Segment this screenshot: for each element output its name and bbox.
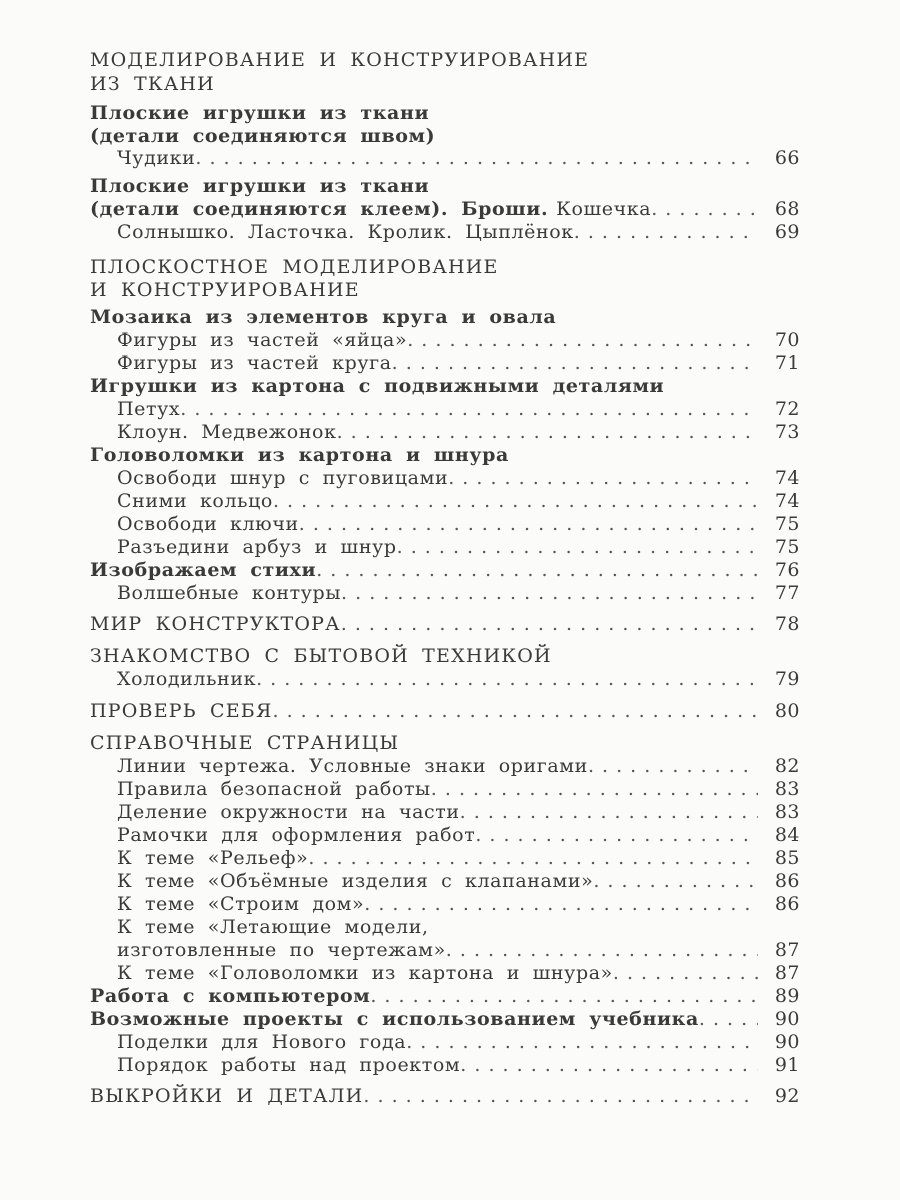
toc-entry: Деление окружности на части . . . 83	[117, 798, 800, 826]
toc-entry: МИР КОНСТРУКТОРА . . . 78	[90, 610, 800, 638]
toc-entry: Фигуры из частей «яйца» . . . 70	[117, 326, 800, 354]
section-heading: СПРАВОЧНЫЕ СТРАНИЦЫ	[90, 732, 400, 754]
toc-entry: Возможные проекты с использованием учебника . . . 90	[90, 1005, 800, 1033]
toc-entry: Чудики . . . 66	[117, 144, 800, 172]
toc-entry: Изображаем стихи . . . 76	[90, 556, 800, 584]
toc-entry: Линии чертежа. Условные знаки оригами . . . 82	[117, 752, 800, 780]
toc-entry: Правила безопасной работы . . . 83	[117, 775, 800, 803]
toc-entry: Клоун. Медвежонок . . . 73	[117, 418, 800, 446]
toc-entry: ВЫКРОЙКИ И ДЕТАЛИ . . . 92	[90, 1082, 800, 1110]
toc-entry: Петух . . . 72	[117, 395, 800, 423]
toc-entry: Рамочки для оформления работ . . . 84	[117, 821, 800, 849]
toc-entry: Работа с компьютером . . . 89	[90, 982, 800, 1010]
section-heading: ЗНАКОМСТВО С БЫТОВОЙ ТЕХНИКОЙ	[90, 645, 552, 667]
section-heading-cont: И КОНСТРУИРОВАНИЕ	[90, 279, 360, 301]
subsection-heading: Игрушки из картона с подвижными деталями	[90, 375, 665, 397]
toc-entry: К теме «Рельеф» . . . 85	[117, 844, 800, 872]
toc-entry: ПРОВЕРЬ СЕБЯ . . . 80	[90, 697, 800, 725]
section-heading: ПЛОСКОСТНОЕ МОДЕЛИРОВАНИЕ	[90, 256, 499, 278]
toc-entry: Фигуры из частей круга . . . 71	[117, 349, 800, 377]
toc-entry: Солнышко. Ласточка. Кролик. Цыплёнок . . . 69	[117, 218, 800, 246]
toc-entry: Освободи шнур с пуговицами . . . 74	[117, 464, 800, 492]
toc-entry: Волшебные контуры . . . 77	[117, 579, 800, 607]
toc-entry: (детали соединяются клеем). Броши. Кошечка . . . 68	[90, 195, 800, 223]
section-heading: МОДЕЛИРОВАНИЕ И КОНСТРУИРОВАНИЕ	[90, 49, 590, 71]
subsection-heading-cont: (детали соединяются швом)	[90, 125, 436, 147]
subsection-heading: Головоломки из картона и шнура	[90, 444, 509, 466]
toc-entry: К теме «Объёмные изделия с клапанами» . . . 86	[117, 867, 800, 895]
toc-entry: Порядок работы над проектом . . . 91	[117, 1051, 800, 1079]
toc-entry: К теме «Головоломки из картона и шнура» . . . 87	[117, 959, 800, 987]
subsection-heading: Плоские игрушки из ткани	[90, 175, 430, 197]
subsection-heading: Мозаика из элементов круга и овала	[90, 306, 557, 328]
section-heading-cont: ИЗ ТКАНИ	[90, 73, 215, 95]
toc-entry: Холодильник . . . 79	[117, 665, 800, 693]
toc-entry: Освободи ключи . . . 75	[117, 510, 800, 538]
toc-entry: Сними кольцо . . . 74	[117, 487, 800, 515]
subsection-heading: Плоские игрушки из ткани	[90, 102, 430, 124]
toc-entry-cont: К теме «Летающие модели,	[117, 916, 429, 938]
toc-entry: Разъедини арбуз и шнур . . . 75	[117, 533, 800, 561]
toc-entry: изготовленные по чертежам» . . . 87	[117, 936, 800, 964]
toc-entry: Поделки для Нового года . . . 90	[117, 1028, 800, 1056]
toc-entry: К теме «Строим дом» . . . 86	[117, 890, 800, 918]
